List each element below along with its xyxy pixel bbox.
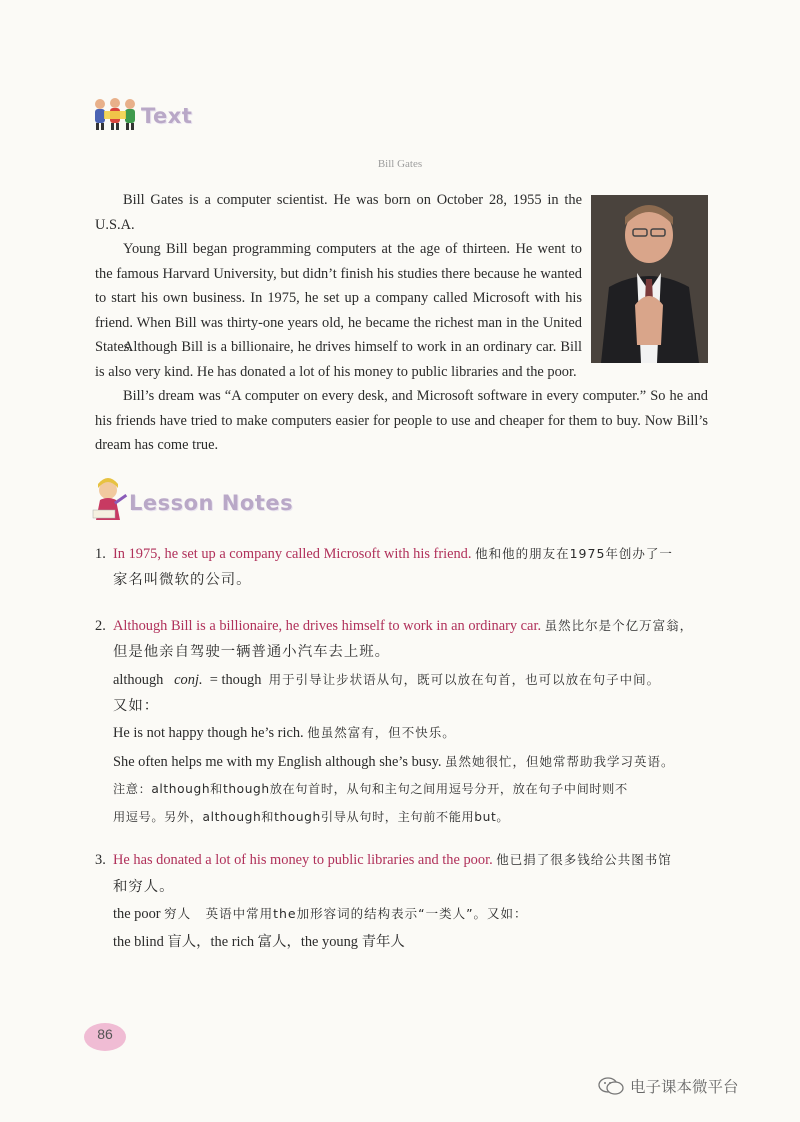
- watermark: [598, 1075, 739, 1097]
- story-paragraph-4: Bill’s dream was “A computer on every desk, and Microsoft software in every computer.” So he and his friends have tried to make computers easier for people to use and cheaper for them to buy. Now Bill’s dream has come true.: [95, 388, 708, 453]
- page-number: 86: [84, 1023, 126, 1051]
- watermark-text: 电子课本微平台: [630, 1078, 739, 1096]
- note-2-eg-label: 又如：: [113, 698, 160, 714]
- note-2-example-1: He is not happy though he’s rich. 他虽然富有，但不快乐。: [113, 725, 456, 741]
- note-2-example-2: She often helps me with my English although she’s busy. 虽然她很忙，但她常帮助我学习英语。: [113, 754, 675, 770]
- story-paragraph-1: Bill Gates is a computer scientist. He was born on October 28, 1955 in the U.S.A.: [95, 192, 582, 233]
- story-paragraph-2: Young Bill began programming computers at the age of thirteen. He went to the famous Harvard University, but didn’t finish his studies there because he wanted to start his own business. In 1975, he set up a company called Microsoft with his friend. When Bill was thirty-one years old, he became the richest man in the United States.: [95, 241, 582, 355]
- note-2-caution-cont: 用逗号。另外，although和though引导从句时，主句前不能用but。: [113, 810, 510, 824]
- bill-gates-photo: [591, 195, 708, 363]
- note-3-term-line: the poor 穷人 英语中常用the加形容词的结构表示“一类人”。又如：: [113, 906, 528, 922]
- note-2-word-line: although conj. = though 用于引导让步状语从句，既可以放在句首，也可以放在句子中间。: [113, 672, 661, 688]
- story-title: Bill Gates: [377, 158, 423, 170]
- note-2: 2. Although Bill is a billionaire, he drives himself to work in an ordinary car. 虽然比尔是个亿万富翁，: [95, 618, 694, 634]
- text-section-heading: Text: [141, 104, 193, 128]
- story-paragraph-3: Although Bill is a billionaire, he drives himself to work in an ordinary car. Bill is also very kind. He has donated a lot of his money to public libraries and the poor.: [95, 339, 582, 380]
- note-3-examples: the blind 盲人，the rich 富人，the young 青年人: [113, 934, 405, 950]
- portrait-image: [591, 195, 708, 363]
- girl-writing-icon: [90, 478, 130, 520]
- kids-reading-icon: [92, 96, 138, 132]
- note-2-caution: 注意：although和though放在句首时，从句和主句之间用逗号分开，放在句子中间时则不: [113, 782, 628, 796]
- note-2-cont: 但是他亲自驾驶一辆普通小汽车去上班。: [113, 644, 391, 660]
- note-3-cont: 和穷人。: [113, 879, 175, 895]
- lesson-notes-heading: Lesson Notes: [129, 491, 294, 515]
- wechat-icon: [598, 1076, 624, 1096]
- note-3: 3. He has donated a lot of his money to public libraries and the poor. 他已捐了很多钱给公共图书馆: [95, 852, 672, 868]
- note-1: 1. In 1975, he set up a company called Microsoft with his friend. 他和他的朋友在1975年创办了一: [95, 546, 673, 562]
- note-1-cont: 家名叫微软的公司。: [113, 572, 252, 588]
